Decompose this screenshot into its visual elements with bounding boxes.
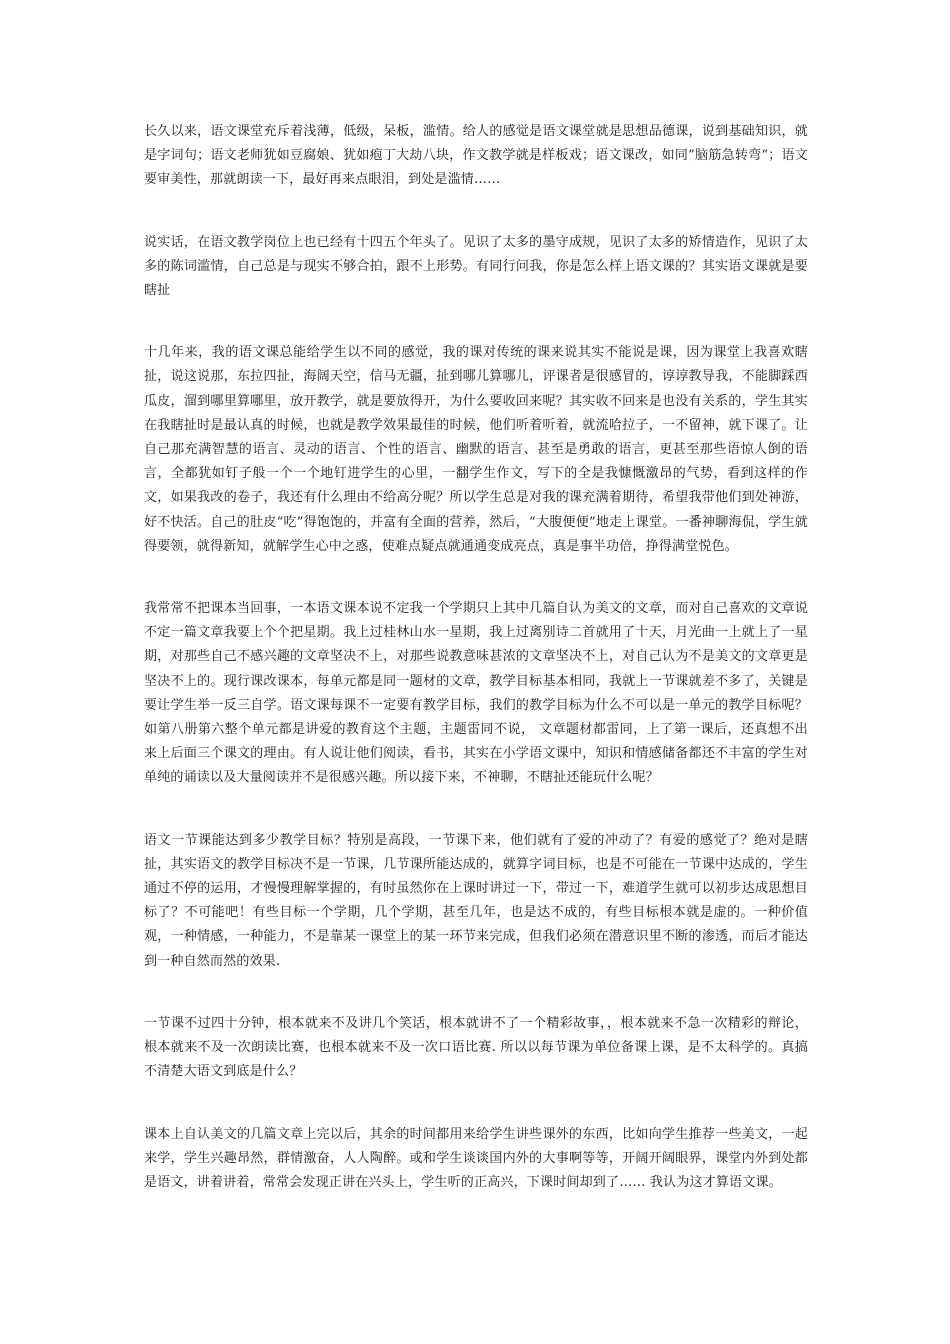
document-body [144, 120, 808, 1233]
paragraph-6: 一节课不过四十分钟，根本就来不及讲几个笑话，根本就讲不了一个精彩故事，，根本就来不急一次精彩的辩论，根本就来不及一次朗读比赛，也根本就来不及一次口语比赛. 所以以每节课为单位备课上课，是不太科学的。真搞不清楚大语文到底是什么？ [144, 1015, 808, 1080]
paragraph-3: 十几年来，我的语文课总能给学生以不同的感觉，我的课对传统的课来说其实不能说是课，因为课堂上我喜欢瞎扯，说这说那，东拉四扯，海阔天空，信马无疆，扯到哪儿算哪儿，评课者是很感冒的，谆谆教导我，不能脚踩西瓜皮，溜到哪里算哪里，放开教学，就是要放得开，为什么要收回来呢？其实收不回来是也没有关系的，学生其实在我瞎扯时是最认真的时候，也就是教学效果最佳的时候，他们听着听着，就流哈拉子，一不留神，就下课了。让自己那充满智慧的语言、灵动的语言、个性的语言、幽默的语言、甚至是勇敢的语言，更甚至那些语惊人倒的语言，全都犹如钉子般一个一个地钉进学生的心里，一翻学生作文，写下的全是我慷慨激昂的气势，看到这样的作文，如果我改的卷子，我还有什么理由不给高分呢？所以学生总是对我的课充满着期待，希望我带他们到处神游，好不快活。自己的肚皮“吃”得饱饱的，并富有全面的营养，然后，“大腹便便”地走上课堂。一番神聊海侃，学生就得要领，就得新知，就解学生心中之惑，使难点疑点就通通变成亮点，真是事半功倍，挣得满堂悦色。 [144, 345, 808, 554]
paragraph-4: 我常常不把课本当回事，一本语文课本说不定我一个学期只上其中几篇自认为美文的文章，而对自己喜欢的文章说不定一篇文章我要上个个把星期。我上过桂林山水一星期，我上过离别诗二首就用了十天，月光曲一上就上了一星期，对那些自己不感兴趣的文章坚决不上，对那些说教意味甚浓的文章坚决不上，对自己认为不是美文的文章更是坚决不上的。现行课改课本，每单元都是同一题材的文章，教学目标基本相同，我就上一节课就差不多了，关键是要让学生举一反三自学。语文课每课不一定要有教学目标，我们的教学目标为什么不可以是一单元的教学目标呢？如第八册第六整个单元都是讲爱的教育这个主题，主题雷同不说， 文章题材都雷同，上了第一课后，还真想不出来上后面三个课文的理由。有人说让他们阅读，看书，其实在小学语文课中，知识和情感储备都还不丰富的学生对单纯的诵读以及大量阅读并不是很感兴趣。所以接下来，不神聊，不瞎扯还能玩什么呢？ [144, 601, 808, 786]
paragraph-7: 课本上自认美文的几篇文章上完以后，其余的时间都用来给学生讲些课外的东西，比如向学生推荐一些美文，一起来学，学生兴趣昂然，群情激奋，人人陶醉。或和学生谈谈国内外的大事啊等等，开阔开阔眼界，课堂内外到处都是语文，讲着讲着，常常会发现正讲在兴头上，学生听的正高兴，下课时间却到了…… 我认为这才算语文课。 [144, 1126, 808, 1190]
paragraph-5: 语文一节课能达到多少教学目标？特别是高段，一节课下来，他们就有了爱的冲动了？有爱的感觉了？绝对是瞎扯，其实语文的教学目标决不是一节课，几节课所能达成的，就算字词目标，也是不可能在一节课中达成的，学生通过不停的运用，才慢慢理解掌握的，有时虽然你在上课时讲过一下，带过一下，难道学生就可以初步达成思想目标了？不可能吧！有些目标一个学期，几个学期，甚至几年，也是达不成的，有些目标根本就是虚的。一种价值观，一种情感，一种能力，不是靠某一课堂上的某一环节来完成，但我们必须在潜意识里不断的渗透，而后才能达到一种自然而然的效果. [144, 832, 808, 969]
paragraph-2: 说实话，在语文教学岗位上也已经有十四五个年头了。见识了太多的墨守成规，见识了太多的矫情造作，见识了太多的陈词滥情，自己总是与现实不够合拍，跟不上形势。有同行问我，你是怎么样上语文课的？其实语文课就是要瞎扯 [144, 234, 808, 299]
paragraph-1: 长久以来，语文课堂充斥着浅薄，低级，呆板，滥情。给人的感觉是语文课堂就是思想品德课，说到基础知识，就是字词句；语文老师犹如豆腐娘、犹如疱丁大劫八块，作文教学就是样板戏；语文课改，如同”脑筋急转弯“；语文要审美性，那就朗读一下，最好再来点眼泪，到处是滥情…… [144, 124, 808, 188]
